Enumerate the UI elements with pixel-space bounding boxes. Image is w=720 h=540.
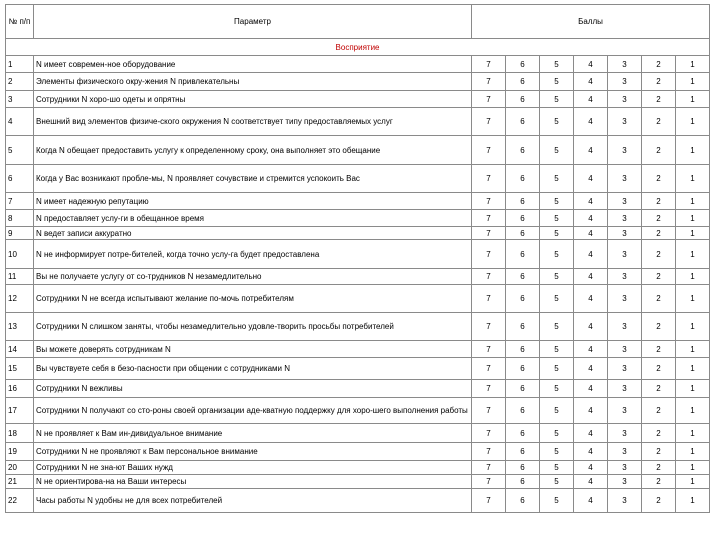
score-cell: 3 [608, 424, 642, 443]
score-cell: 3 [608, 240, 642, 269]
table-row [6, 240, 710, 269]
score-cell: 1 [676, 165, 710, 193]
score-cell: 5 [540, 193, 574, 210]
header-num: № п/п [6, 5, 34, 39]
score-cell: 4 [574, 227, 608, 240]
row-number: 1 [6, 56, 34, 73]
row-parameter: Вы чувствуете себя в безо-пасности при общении с сотрудниками N [34, 358, 472, 380]
table-row [6, 358, 710, 380]
row-parameter: Когда у Вас возникают пробле-мы, N проявляет сочувствие и стремится успокоить Вас [34, 165, 472, 193]
score-cell: 6 [506, 73, 540, 91]
score-cell: 6 [506, 358, 540, 380]
row-number: 21 [6, 475, 34, 489]
score-cell: 3 [608, 341, 642, 358]
score-cell: 7 [472, 380, 506, 398]
score-cell: 5 [540, 136, 574, 165]
score-cell: 1 [676, 136, 710, 165]
score-cell: 3 [608, 380, 642, 398]
row-number: 2 [6, 73, 34, 91]
row-parameter: N имеет современ-ное оборудование [34, 56, 472, 73]
score-cell: 3 [608, 91, 642, 108]
score-cell: 5 [540, 341, 574, 358]
score-cell: 1 [676, 240, 710, 269]
score-cell: 6 [506, 380, 540, 398]
score-cell: 3 [608, 358, 642, 380]
score-cell: 5 [540, 269, 574, 285]
score-cell: 5 [540, 108, 574, 136]
score-cell: 1 [676, 227, 710, 240]
score-cell: 6 [506, 136, 540, 165]
score-cell: 3 [608, 73, 642, 91]
score-cell: 4 [574, 285, 608, 313]
score-cell: 5 [540, 461, 574, 475]
table-row [6, 443, 710, 461]
score-cell: 1 [676, 269, 710, 285]
row-number: 8 [6, 210, 34, 227]
score-cell: 4 [574, 489, 608, 513]
table-row [6, 489, 710, 513]
score-cell: 6 [506, 108, 540, 136]
score-cell: 5 [540, 91, 574, 108]
row-number: 15 [6, 358, 34, 380]
table-row [6, 380, 710, 398]
row-number: 5 [6, 136, 34, 165]
score-cell: 3 [608, 313, 642, 341]
table-row [6, 341, 710, 358]
score-cell: 3 [608, 398, 642, 424]
row-parameter: Элементы физического окру-жения N привлекательны [34, 73, 472, 91]
table-row [6, 91, 710, 108]
score-cell: 7 [472, 136, 506, 165]
row-parameter: Сотрудники N получают со сто-роны своей организации аде-кватную поддержку для хоро-шего выполнения работы [34, 398, 472, 424]
score-cell: 2 [642, 358, 676, 380]
score-cell: 5 [540, 443, 574, 461]
score-cell: 3 [608, 210, 642, 227]
row-parameter: Сотрудники N вежливы [34, 380, 472, 398]
score-cell: 2 [642, 269, 676, 285]
score-cell: 1 [676, 91, 710, 108]
survey-table [5, 4, 710, 513]
row-parameter: Внешний вид элементов физиче-ского окружения N соответствует типу предоставляемых услуг [34, 108, 472, 136]
table-row [6, 108, 710, 136]
score-cell: 6 [506, 461, 540, 475]
row-parameter: N предоставляет услу-ги в обещанное время [34, 210, 472, 227]
score-cell: 7 [472, 210, 506, 227]
score-cell: 6 [506, 193, 540, 210]
score-cell: 2 [642, 210, 676, 227]
score-cell: 1 [676, 358, 710, 380]
score-cell: 4 [574, 136, 608, 165]
row-number: 9 [6, 227, 34, 240]
row-number: 11 [6, 269, 34, 285]
score-cell: 2 [642, 341, 676, 358]
row-parameter: Сотрудники N не всегда испытывают желание по-мочь потребителям [34, 285, 472, 313]
row-number: 7 [6, 193, 34, 210]
score-cell: 2 [642, 398, 676, 424]
score-cell: 6 [506, 91, 540, 108]
row-parameter: Вы можете доверять сотрудникам N [34, 341, 472, 358]
score-cell: 7 [472, 269, 506, 285]
score-cell: 1 [676, 461, 710, 475]
score-cell: 2 [642, 475, 676, 489]
row-parameter: Сотрудники N не зна-ют Ваших нужд [34, 461, 472, 475]
score-cell: 1 [676, 108, 710, 136]
score-cell: 5 [540, 285, 574, 313]
score-cell: 3 [608, 193, 642, 210]
table-row [6, 227, 710, 240]
survey-sheet [5, 4, 710, 513]
score-cell: 5 [540, 313, 574, 341]
table-row [6, 313, 710, 341]
score-cell: 6 [506, 269, 540, 285]
row-number: 14 [6, 341, 34, 358]
score-cell: 4 [574, 108, 608, 136]
row-number: 13 [6, 313, 34, 341]
score-cell: 1 [676, 398, 710, 424]
score-cell: 7 [472, 489, 506, 513]
score-cell: 3 [608, 165, 642, 193]
table-row [6, 165, 710, 193]
score-cell: 7 [472, 424, 506, 443]
score-cell: 6 [506, 443, 540, 461]
table-row [6, 73, 710, 91]
score-cell: 4 [574, 358, 608, 380]
score-cell: 1 [676, 210, 710, 227]
score-cell: 3 [608, 475, 642, 489]
score-cell: 4 [574, 240, 608, 269]
score-cell: 1 [676, 341, 710, 358]
row-number: 19 [6, 443, 34, 461]
score-cell: 4 [574, 269, 608, 285]
score-cell: 5 [540, 475, 574, 489]
score-cell: 7 [472, 341, 506, 358]
score-cell: 2 [642, 56, 676, 73]
row-parameter: Сотрудники N не проявляют к Вам персональное внимание [34, 443, 472, 461]
row-parameter: N не информирует потре-бителей, когда точно услу-га будет предоставлена [34, 240, 472, 269]
score-cell: 7 [472, 227, 506, 240]
table-row [6, 136, 710, 165]
score-cell: 4 [574, 313, 608, 341]
score-cell: 2 [642, 165, 676, 193]
score-cell: 5 [540, 380, 574, 398]
score-cell: 4 [574, 56, 608, 73]
row-parameter: Когда N обещает предоставить услугу к определенному сроку, она выполняет это обещание [34, 136, 472, 165]
score-cell: 2 [642, 489, 676, 513]
score-cell: 1 [676, 313, 710, 341]
score-cell: 4 [574, 475, 608, 489]
score-cell: 4 [574, 341, 608, 358]
score-cell: 2 [642, 424, 676, 443]
score-cell: 3 [608, 56, 642, 73]
score-cell: 3 [608, 461, 642, 475]
score-cell: 5 [540, 210, 574, 227]
score-cell: 2 [642, 108, 676, 136]
table-row [6, 285, 710, 313]
score-cell: 4 [574, 73, 608, 91]
score-cell: 3 [608, 136, 642, 165]
score-cell: 4 [574, 165, 608, 193]
score-cell: 4 [574, 380, 608, 398]
score-cell: 1 [676, 443, 710, 461]
header-row [6, 5, 710, 39]
score-cell: 2 [642, 380, 676, 398]
table-row [6, 210, 710, 227]
score-cell: 7 [472, 193, 506, 210]
table-row [6, 269, 710, 285]
table-row [6, 398, 710, 424]
score-cell: 2 [642, 91, 676, 108]
table-row [6, 461, 710, 475]
score-cell: 4 [574, 461, 608, 475]
score-cell: 6 [506, 227, 540, 240]
score-cell: 3 [608, 269, 642, 285]
score-cell: 5 [540, 240, 574, 269]
row-number: 10 [6, 240, 34, 269]
score-cell: 6 [506, 210, 540, 227]
row-number: 16 [6, 380, 34, 398]
score-cell: 4 [574, 193, 608, 210]
score-cell: 1 [676, 489, 710, 513]
score-cell: 7 [472, 461, 506, 475]
score-cell: 2 [642, 136, 676, 165]
row-number: 20 [6, 461, 34, 475]
score-cell: 6 [506, 56, 540, 73]
row-parameter: N не ориентирова-на на Ваши интересы [34, 475, 472, 489]
score-cell: 6 [506, 313, 540, 341]
score-cell: 2 [642, 227, 676, 240]
table-row [6, 475, 710, 489]
score-cell: 5 [540, 227, 574, 240]
row-parameter: N ведет записи аккуратно [34, 227, 472, 240]
score-cell: 2 [642, 240, 676, 269]
score-cell: 2 [642, 461, 676, 475]
row-number: 12 [6, 285, 34, 313]
score-cell: 6 [506, 240, 540, 269]
table-row [6, 193, 710, 210]
section-title: Восприятие [6, 39, 710, 56]
score-cell: 4 [574, 424, 608, 443]
row-number: 3 [6, 91, 34, 108]
score-cell: 6 [506, 398, 540, 424]
score-cell: 6 [506, 285, 540, 313]
score-cell: 5 [540, 165, 574, 193]
score-cell: 7 [472, 475, 506, 489]
score-cell: 7 [472, 240, 506, 269]
score-cell: 5 [540, 358, 574, 380]
table-body [6, 39, 710, 513]
score-cell: 5 [540, 424, 574, 443]
table-row [6, 424, 710, 443]
score-cell: 6 [506, 165, 540, 193]
score-cell: 1 [676, 424, 710, 443]
score-cell: 6 [506, 341, 540, 358]
score-cell: 6 [506, 424, 540, 443]
score-cell: 2 [642, 193, 676, 210]
score-cell: 1 [676, 73, 710, 91]
score-cell: 1 [676, 56, 710, 73]
score-cell: 7 [472, 443, 506, 461]
score-cell: 7 [472, 313, 506, 341]
table-row [6, 56, 710, 73]
score-cell: 5 [540, 73, 574, 91]
header-score: Баллы [472, 5, 710, 39]
score-cell: 4 [574, 210, 608, 227]
row-parameter: Вы не получаете услугу от со-трудников N незамедлительно [34, 269, 472, 285]
score-cell: 7 [472, 358, 506, 380]
score-cell: 6 [506, 475, 540, 489]
score-cell: 4 [574, 398, 608, 424]
score-cell: 7 [472, 285, 506, 313]
score-cell: 5 [540, 398, 574, 424]
row-number: 17 [6, 398, 34, 424]
score-cell: 7 [472, 108, 506, 136]
score-cell: 7 [472, 56, 506, 73]
section-row [6, 39, 710, 56]
score-cell: 6 [506, 489, 540, 513]
score-cell: 3 [608, 443, 642, 461]
score-cell: 7 [472, 165, 506, 193]
score-cell: 2 [642, 443, 676, 461]
score-cell: 3 [608, 108, 642, 136]
row-number: 22 [6, 489, 34, 513]
score-cell: 1 [676, 193, 710, 210]
row-parameter: N не проявляет к Вам ин-дивидуальное внимание [34, 424, 472, 443]
row-number: 18 [6, 424, 34, 443]
score-cell: 5 [540, 56, 574, 73]
row-parameter: Часы работы N удобны не для всех потребителей [34, 489, 472, 513]
score-cell: 1 [676, 285, 710, 313]
header-param: Параметр [34, 5, 472, 39]
row-parameter: Сотрудники N слишком заняты, чтобы незамедлительно удовле-творить просьбы потребителей [34, 313, 472, 341]
row-number: 6 [6, 165, 34, 193]
score-cell: 3 [608, 227, 642, 240]
score-cell: 3 [608, 489, 642, 513]
score-cell: 4 [574, 91, 608, 108]
score-cell: 1 [676, 380, 710, 398]
score-cell: 4 [574, 443, 608, 461]
score-cell: 2 [642, 313, 676, 341]
row-parameter: Сотрудники N хоро-шо одеты и опрятны [34, 91, 472, 108]
score-cell: 7 [472, 73, 506, 91]
row-number: 4 [6, 108, 34, 136]
score-cell: 3 [608, 285, 642, 313]
score-cell: 5 [540, 489, 574, 513]
score-cell: 7 [472, 398, 506, 424]
score-cell: 2 [642, 285, 676, 313]
row-parameter: N имеет надежную репутацию [34, 193, 472, 210]
score-cell: 7 [472, 91, 506, 108]
score-cell: 1 [676, 475, 710, 489]
score-cell: 2 [642, 73, 676, 91]
